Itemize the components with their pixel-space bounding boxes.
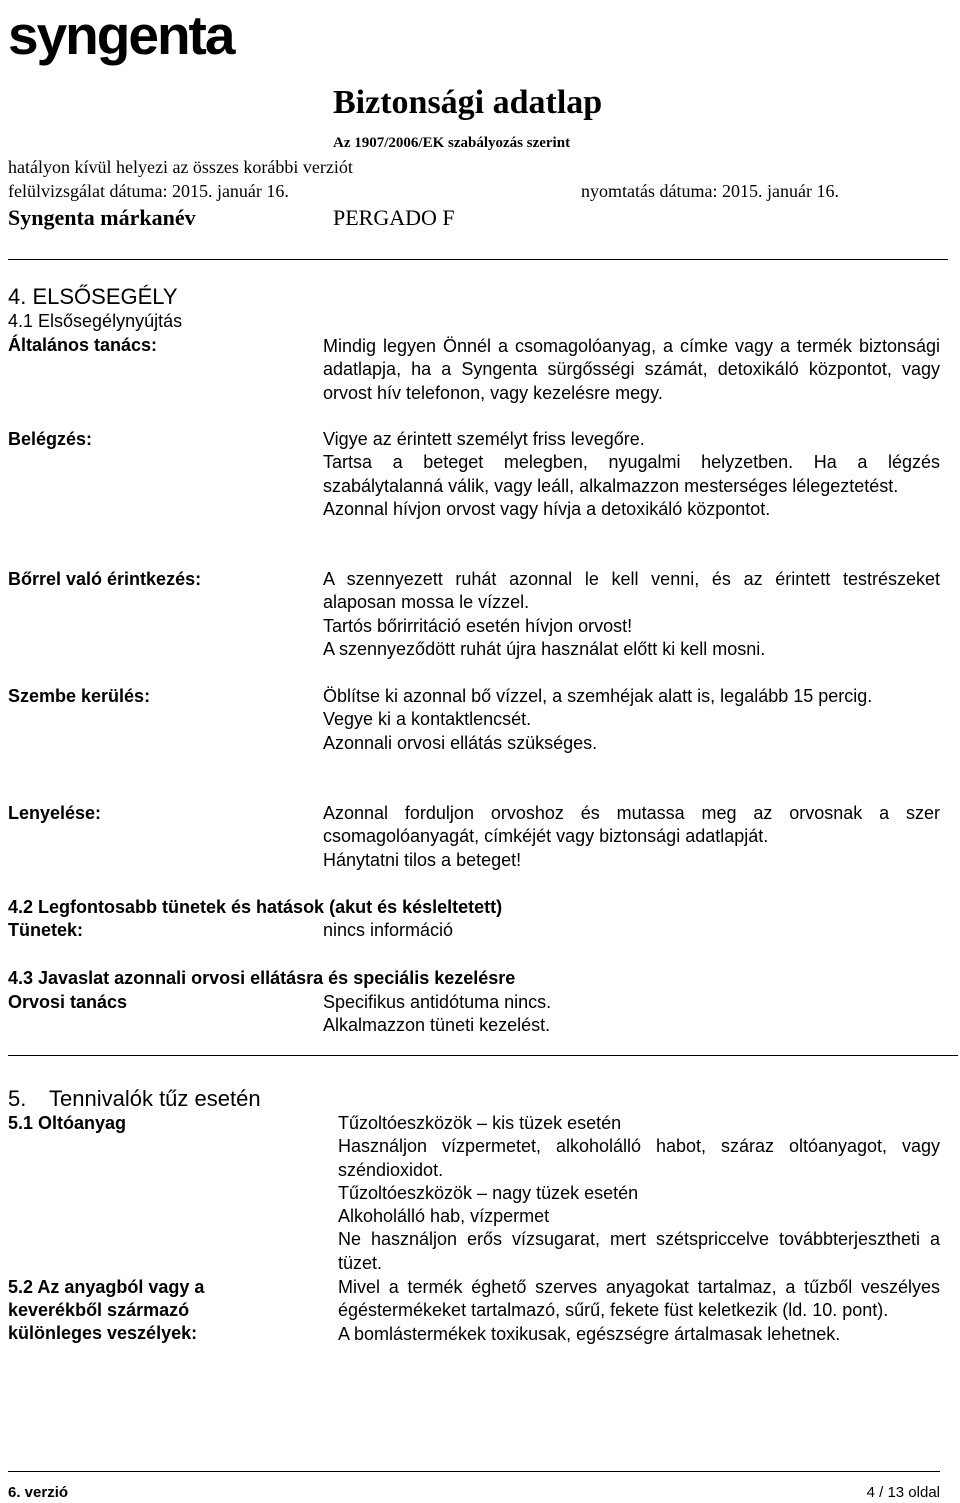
- section5-number: 5.: [8, 1086, 27, 1111]
- small-fire-title: Tűzoltóeszközök – kis tüzek esetén: [338, 1113, 622, 1133]
- eye-contact-text: [323, 685, 940, 755]
- subsection-5-1: 5.1 Oltóanyag: [8, 1113, 127, 1133]
- inhalation-p1: Vigye az érintett személyt friss levegőre.: [323, 429, 645, 449]
- subsection-4-1: 4.1 Elsősegélynyújtás: [8, 311, 183, 331]
- inhalation-text: [323, 428, 940, 521]
- large-fire-title: Tűzoltóeszközök – nagy tüzek esetén: [338, 1182, 639, 1203]
- skin-p1: A szennyezett ruhát azonnal le kell venni, és az érintett testrészeket alaposan mossa le vízzel.: [323, 569, 940, 613]
- general-advice-paragraph: Mindig legyen Önnél a csomagolóanyag, a címke vagy a termék biztonsági adatlapja, ha a Syngenta sürgősségi számát, detoxikáló központot, vagy orvost hív telefonon, vagy kezelésre megy.: [323, 336, 940, 403]
- syngenta-logo: syngenta: [8, 4, 234, 66]
- inhalation-p2: Tartsa a beteget melegben, nyugalmi helyzetben. Ha a légzés szabálytalanná válik, vagy leáll, alkalmazzon mesterséges lélegeztetést.: [323, 452, 940, 496]
- eye-contact-label: Szembe kerülés:: [8, 686, 151, 706]
- small-fire-text: Használjon vízpermetet, alkoholálló habot, száraz oltóanyagot, vagy széndioxidot.: [338, 1136, 940, 1180]
- section5-heading: Tennivalók tűz esetén: [49, 1086, 261, 1111]
- general-advice-text: [323, 335, 940, 405]
- hazards-p2: A bomlástermékek toxikusak, egészségre ártalmasak lehetnek.: [338, 1323, 841, 1344]
- document-title: Biztonsági adatlap: [333, 84, 603, 121]
- skin-contact-text: [323, 568, 940, 661]
- inhalation-label: Belégzés:: [8, 429, 93, 449]
- supersedes-line: hatályon kívül helyezi az összes korábbi verziót: [8, 157, 353, 177]
- medical-p1: Specifikus antidótuma nincs.: [323, 992, 552, 1012]
- ingestion-label: Lenyelése:: [8, 803, 102, 823]
- section4-heading: 4. ELSŐSEGÉLY: [8, 284, 178, 309]
- revision-date: felülvizsgálat dátuma: 2015. január 16.: [8, 181, 289, 201]
- brand-label: Syngenta márkanév: [8, 205, 196, 230]
- medical-p2: Alkalmazzon tüneti kezelést.: [323, 1015, 551, 1036]
- eye-p3: Azonnali orvosi ellátás szükséges.: [323, 732, 598, 753]
- subsection-4-2: 4.2 Legfontosabb tünetek és hatások (akut és késleltetett): [8, 897, 503, 917]
- ingestion-p2: Hánytatni tilos a beteget!: [323, 849, 522, 870]
- symptoms-label: Tünetek:: [8, 920, 84, 940]
- subsection-5-2: 5.2 Az anyagból vagy a keverékből származó különleges veszélyek:: [8, 1277, 205, 1343]
- ingestion-text: [323, 802, 940, 872]
- footer-divider: [8, 1471, 940, 1472]
- eye-p2: Vegye ki a kontaktlencsét.: [323, 709, 532, 730]
- no-water-jet-text: Ne használjon erős vízsugarat, mert szétspriccelve továbbterjesztheti a tüzet.: [338, 1229, 940, 1273]
- section-divider: [8, 1055, 958, 1056]
- medical-advice-label: Orvosi tanács: [8, 992, 128, 1012]
- subsection-4-3: 4.3 Javaslat azonnali orvosi ellátásra és speciális kezelésre: [8, 968, 516, 988]
- skin-p2: Tartós bőrirritáció esetén hívjon orvost!: [323, 615, 633, 636]
- product-name: PERGADO F: [333, 205, 455, 230]
- skin-contact-label: Bőrrel való érintkezés:: [8, 569, 202, 589]
- ingestion-p1: Azonnal forduljon orvoshoz és mutassa meg az orvosnak a szer csomagolóanyagát, címkéjét vagy biztonsági adatlapját.: [323, 803, 940, 847]
- hazards-p1: Mivel a termék éghető szerves anyagokat tartalmaz, a tűzből veszélyes égéstermékeket tartalmazó, sűrű, fekete füst keletkezik (ld. 10. pont).: [338, 1277, 940, 1321]
- symptoms-text: nincs információ: [323, 920, 454, 940]
- special-hazards-text: [338, 1276, 940, 1346]
- version-label: 6. verzió: [8, 1484, 69, 1501]
- header-divider: [8, 259, 948, 260]
- skin-p3: A szennyeződött ruhát újra használat előtt ki kell mosni.: [323, 638, 766, 659]
- eye-p1: Öblítse ki azonnal bő vízzel, a szemhéjak alatt is, legalább 15 percig.: [323, 686, 873, 706]
- inhalation-p3: Azonnal hívjon orvost vagy hívja a detoxikáló központot.: [323, 498, 771, 519]
- medical-advice-text: [323, 991, 940, 1038]
- page-number: 4 / 13 oldal: [866, 1484, 940, 1501]
- large-fire-text: Alkoholálló hab, vízpermet: [338, 1206, 550, 1227]
- general-advice-label: Általános tanács:: [8, 335, 158, 355]
- regulation-line: Az 1907/2006/EK szabályozás szerint: [333, 135, 571, 151]
- print-date: nyomtatás dátuma: 2015. január 16.: [581, 181, 839, 201]
- extinguishing-media-text: [338, 1112, 940, 1275]
